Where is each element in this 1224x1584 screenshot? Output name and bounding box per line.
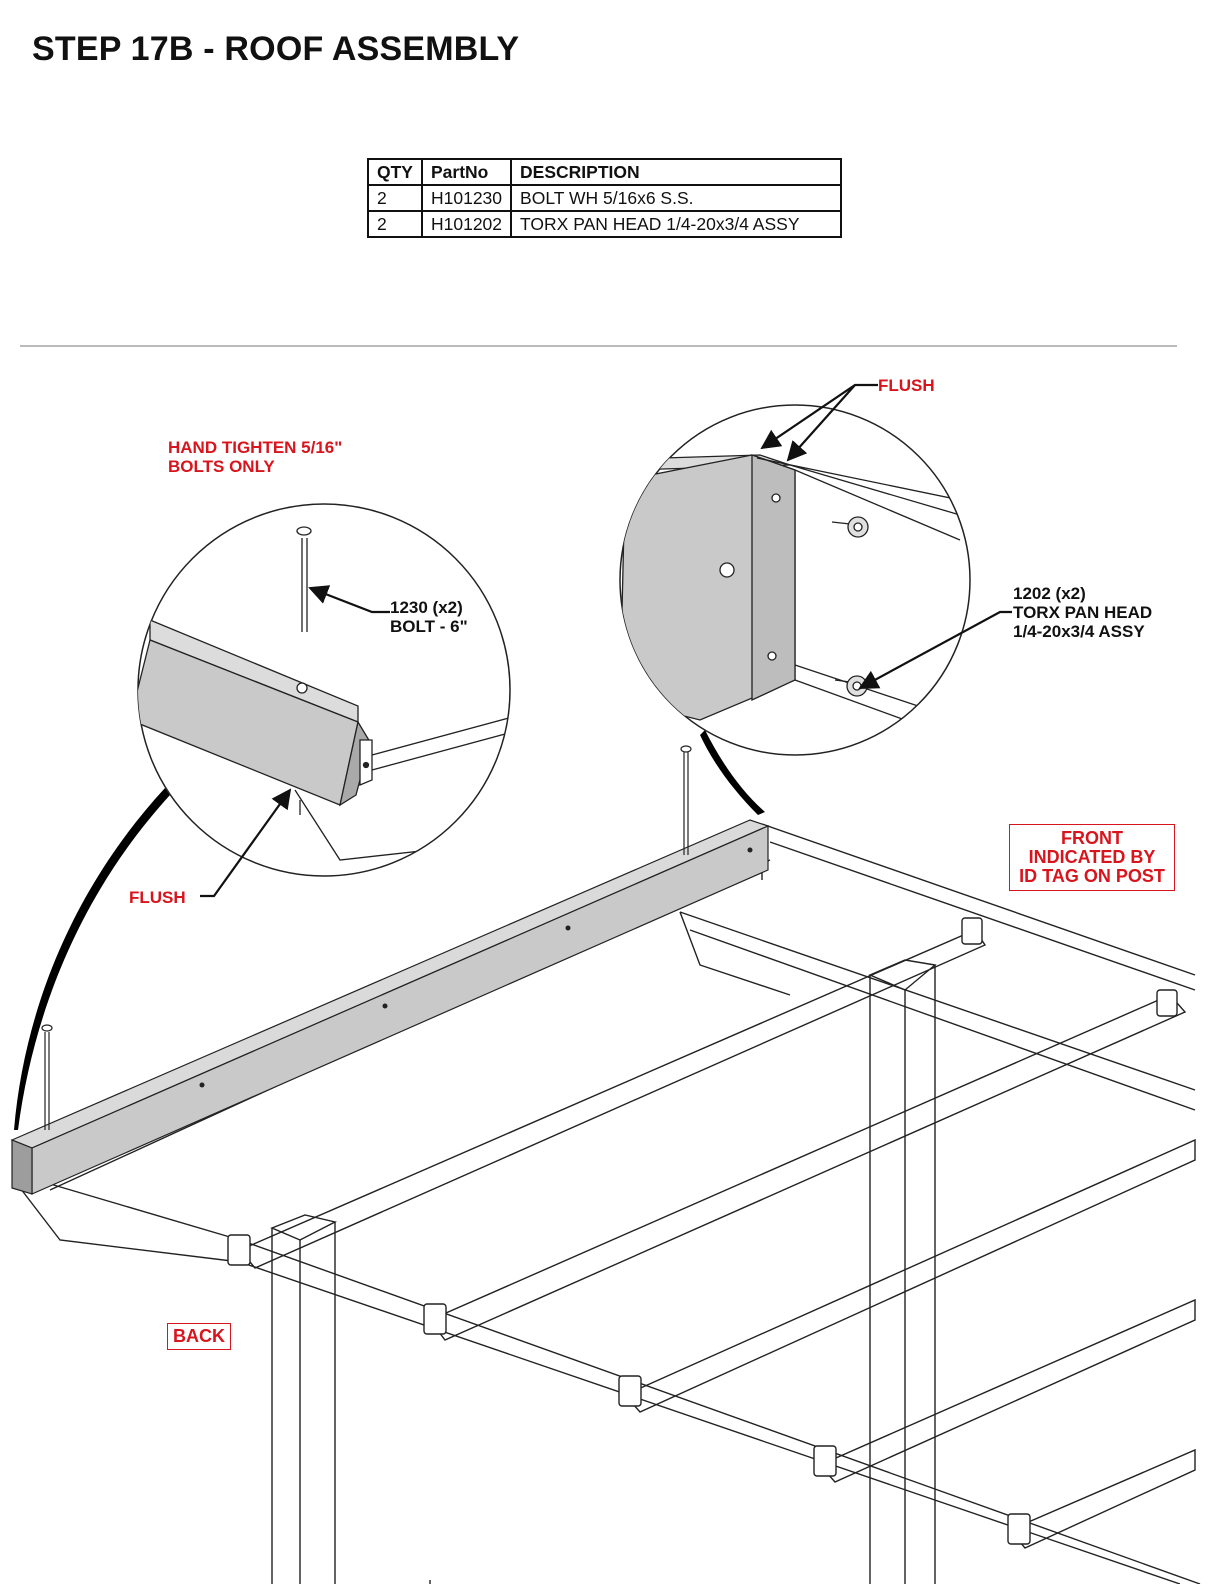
bolt-callout-line-2: BOLT - 6" [390, 617, 468, 636]
torx-callout-line-3: 1/4-20x3/4 ASSY [1013, 622, 1145, 641]
qty-cell: 2 [368, 185, 422, 211]
bolt-main-left [42, 1025, 52, 1130]
torx-callout [1013, 584, 1152, 641]
hand-tighten-note [168, 438, 342, 476]
detail-circle-right [600, 405, 970, 755]
bolt-main-right [681, 746, 691, 855]
hand-tighten-line-1: HAND TIGHTEN 5/16" [168, 438, 343, 457]
front-tag-box [1009, 824, 1175, 891]
bolt-callout-line-1: 1230 (x2) [390, 598, 463, 617]
page-title: STEP 17B - ROOF ASSEMBLY [32, 30, 520, 68]
column-header-description: DESCRIPTION [511, 159, 841, 185]
hand-tighten-line-2: BOLTS ONLY [168, 457, 275, 476]
torx-callout-line-2: TORX PAN HEAD [1013, 603, 1153, 622]
flush-label-top: FLUSH [878, 376, 935, 395]
front-tag-line-2: INDICATED BY [1028, 847, 1156, 867]
front-tag-line-3: ID TAG ON POST [1019, 866, 1165, 886]
column-header-partno: PartNo [422, 159, 511, 185]
front-tag-line-1: FRONT [1061, 828, 1123, 848]
partno-cell: H101202 [422, 211, 511, 237]
ridge-beam [12, 820, 768, 1194]
leader-arc-left [14, 788, 170, 1130]
bolt-callout [390, 598, 468, 636]
description-cell: BOLT WH 5/16x6 S.S. [511, 185, 841, 211]
qty-cell: 2 [368, 211, 422, 237]
column-header-qty: QTY [368, 159, 422, 185]
flush-label-left: FLUSH [129, 888, 186, 907]
partno-cell: H101230 [422, 185, 511, 211]
detail-circle-left [130, 504, 520, 876]
back-tag-box: BACK [167, 1323, 231, 1350]
torx-callout-line-1: 1202 (x2) [1013, 584, 1086, 603]
description-cell: TORX PAN HEAD 1/4-20x3/4 ASSY [511, 211, 841, 237]
